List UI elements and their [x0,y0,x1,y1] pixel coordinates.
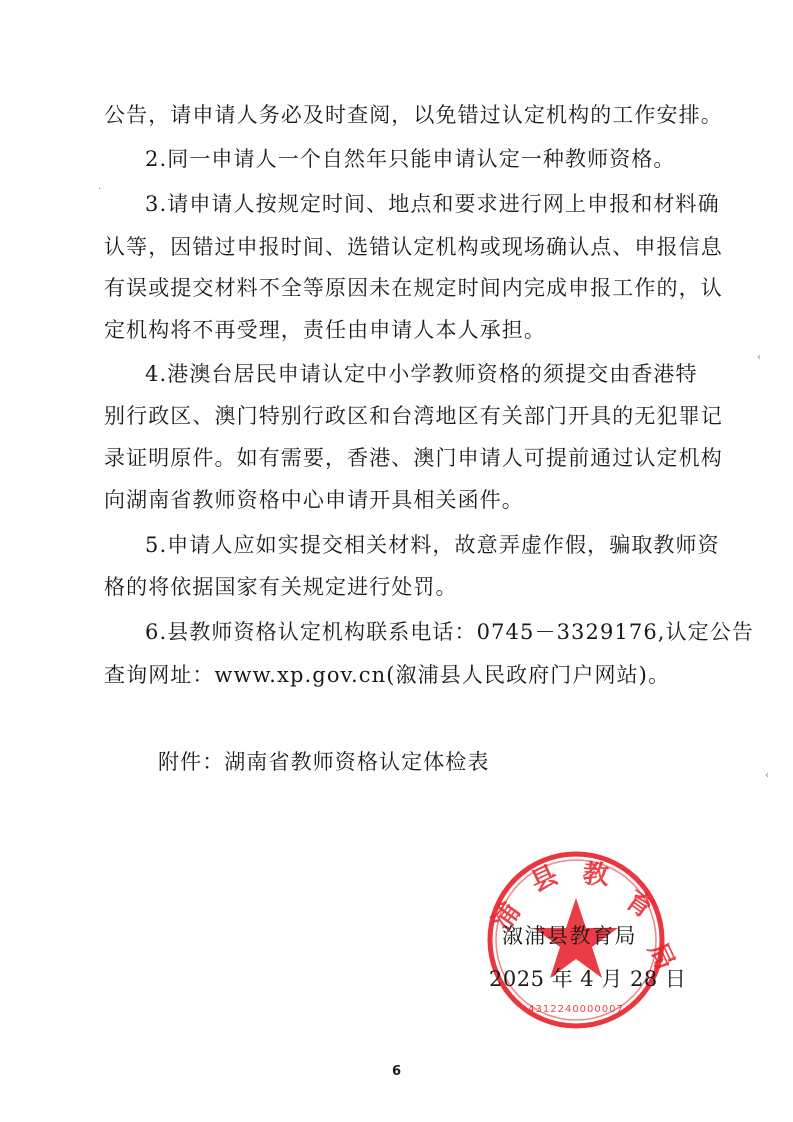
body-line: 6.县教师资格认定机构联系电话：0745－3329176,认定公告 [145,620,754,644]
body-line: 有误或提交材料不全等原因未在规定时间内完成申报工作的，认 [104,276,723,300]
seal-character: 教 [581,859,610,892]
scan-speck: ‹ [757,352,761,363]
body-line: 定机构将不再受理，责任由申请人本人承担。 [104,318,546,342]
body-line: 5.申请人应如实提交相关材料，故意弄虚作假，骗取教师资 [145,533,720,557]
body-line: 别行政区、澳门特别行政区和台湾地区有关部门开具的无犯罪记 [104,404,723,428]
body-line: 认等，因错过申报时间、选错认定机构或现场确认点、申报信息 [104,235,723,259]
seal-character: 县 [526,860,563,899]
issuer-name: 溆浦县教育局 [502,924,637,948]
body-line: 查询网址：www.xp.gov.cn(溆浦县人民政府门户网站)。 [104,663,671,687]
seal-code: 4312240000007 [528,1004,624,1015]
scan-speck: · [98,184,102,195]
seal-character: 局 [641,938,680,975]
issue-date: 2025 年 4 月 28 日 [489,967,687,991]
seal-character: 浦 [487,897,527,937]
body-line: 2.同一申请人一个自然年只能申请认定一种教师资格。 [145,147,676,171]
body-line: 向湖南省教师资格中心申请开具相关函件。 [104,488,524,512]
body-line: 4.港澳台居民申请认定中小学教师资格的须提交由香港特 [145,362,698,386]
page-number: 6 [391,1064,402,1079]
seal-character: 育 [619,885,659,925]
body-line: 公告，请申请人务必及时查阅，以免错过认定机构的工作安排。 [104,103,723,127]
body-line: 录证明原件。如有需要，香港、澳门申请人可提前通过认定机构 [104,446,723,470]
scan-speck: ‹ [765,770,769,781]
body-line: 3.请申请人按规定时间、地点和要求进行网上申报和材料确 [145,192,720,216]
attachment-note: 附件：湖南省教师资格认定体检表 [158,750,490,774]
body-line: 格的将依据国家有关规定进行处罚。 [104,575,458,599]
